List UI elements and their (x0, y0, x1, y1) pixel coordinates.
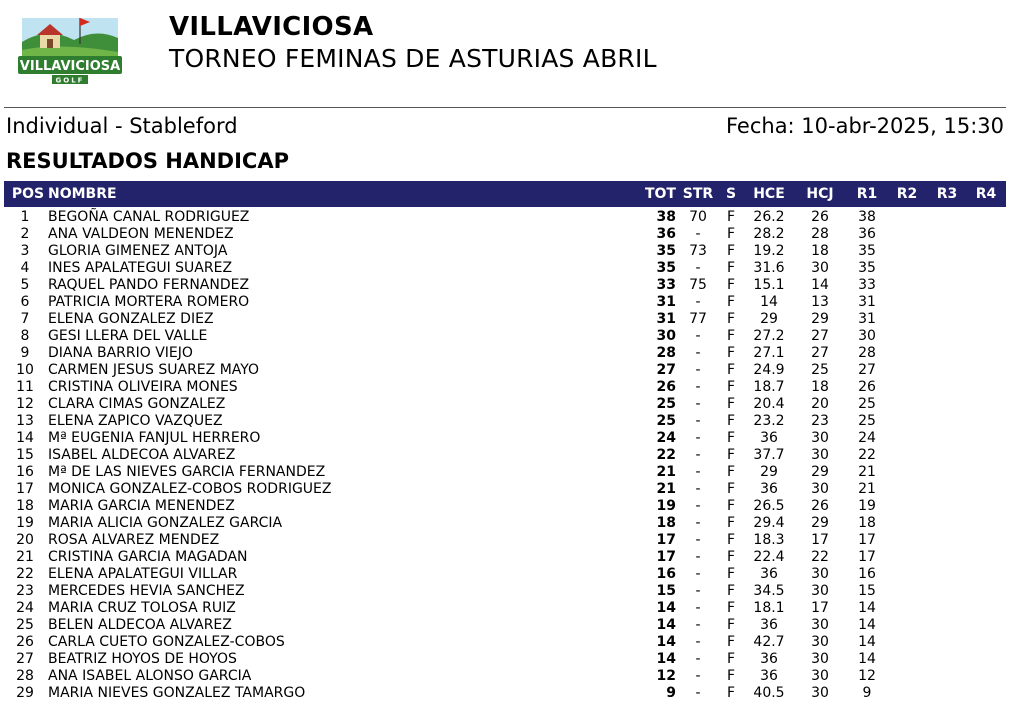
cell-r1: 22 (858, 447, 876, 463)
cell-hce: 29.4 (753, 515, 785, 531)
cell-pos: 16 (16, 464, 34, 480)
table-row (4, 379, 1006, 396)
table-header (4, 181, 1006, 207)
cell-pos: 13 (16, 413, 34, 429)
cell-name: GLORIA GIMENEZ ANTOJA (48, 243, 228, 259)
header-r4: R4 (975, 186, 997, 202)
cell-hce: 26.5 (753, 498, 785, 514)
cell-r1: 35 (858, 243, 876, 259)
cell-hcj: 20 (811, 396, 829, 412)
header (0, 0, 1024, 108)
cell-tot: 26 (656, 379, 676, 395)
logo-subtext: GOLF (55, 76, 85, 85)
cell-hcj: 18 (811, 379, 829, 395)
cell-name: CARLA CUETO GONZALEZ-COBOS (48, 634, 285, 650)
cell-pos: 10 (16, 362, 34, 378)
cell-tot: 30 (656, 328, 676, 344)
cell-hcj: 30 (811, 668, 829, 684)
table-row (4, 243, 1006, 260)
cell-pos: 28 (16, 668, 34, 684)
cell-r1: 17 (858, 549, 876, 565)
competition-format: Individual - Stableford (6, 114, 238, 138)
cell-pos: 3 (20, 243, 30, 259)
cell-pos: 7 (20, 311, 30, 327)
cell-tot: 16 (656, 566, 676, 582)
cell-pos: 25 (16, 617, 34, 633)
cell-s: F (726, 226, 736, 242)
cell-hce: 36 (760, 668, 778, 684)
cell-name: CRISTINA OLIVEIRA MONES (48, 379, 238, 395)
cell-s: F (726, 583, 736, 599)
cell-s: F (726, 532, 736, 548)
table-row (4, 226, 1006, 243)
cell-hce: 36 (760, 651, 778, 667)
cell-r1: 31 (858, 311, 876, 327)
cell-name: MONICA GONZALEZ-COBOS RODRIGUEZ (48, 481, 332, 497)
cell-tot: 22 (656, 447, 676, 463)
cell-pos: 4 (20, 260, 30, 276)
cell-s: F (726, 209, 736, 225)
cell-pos: 27 (16, 651, 34, 667)
table-row (4, 566, 1006, 583)
cell-r1: 31 (858, 294, 876, 310)
cell-str: - (695, 532, 701, 548)
cell-r1: 33 (858, 277, 876, 293)
cell-name: CLARA CIMAS GONZALEZ (48, 396, 226, 412)
cell-str: - (695, 634, 701, 650)
cell-s: F (726, 311, 736, 327)
table-row (4, 277, 1006, 294)
cell-pos: 2 (20, 226, 30, 242)
header-hce: HCE (753, 186, 785, 202)
cell-hcj: 26 (811, 209, 829, 225)
cell-pos: 22 (16, 566, 34, 582)
cell-hcj: 30 (811, 617, 829, 633)
table-row (4, 260, 1006, 277)
cell-hcj: 30 (811, 430, 829, 446)
cell-r1: 24 (858, 430, 876, 446)
header-r1: R1 (856, 186, 878, 202)
cell-r1: 15 (858, 583, 876, 599)
cell-hce: 29 (760, 311, 778, 327)
cell-name: PATRICIA MORTERA ROMERO (48, 294, 250, 310)
cell-s: F (726, 294, 736, 310)
cell-s: F (726, 515, 736, 531)
cell-name: RAQUEL PANDO FERNANDEZ (48, 277, 250, 293)
cell-str: 73 (689, 243, 707, 259)
cell-str: - (695, 413, 701, 429)
cell-hce: 29 (760, 464, 778, 480)
table-row (4, 447, 1006, 464)
cell-r1: 17 (858, 532, 876, 548)
results-table-body (4, 209, 1006, 702)
cell-hcj: 23 (811, 413, 829, 429)
cell-tot: 25 (656, 413, 676, 429)
cell-hce: 42.7 (753, 634, 785, 650)
table-row (4, 430, 1006, 447)
cell-name: BEGOÑA CANAL RODRIGUEZ (48, 209, 250, 225)
cell-str: - (695, 464, 701, 480)
cell-s: F (726, 566, 736, 582)
cell-hcj: 25 (811, 362, 829, 378)
cell-s: F (726, 549, 736, 565)
cell-str: - (695, 583, 701, 599)
cell-hcj: 30 (811, 566, 829, 582)
table-row (4, 515, 1006, 532)
cell-s: F (726, 634, 736, 650)
cell-name: MARIA NIEVES GONZALEZ TAMARGO (48, 685, 306, 701)
cell-pos: 20 (16, 532, 34, 548)
cell-hce: 20.4 (753, 396, 785, 412)
cell-s: F (726, 345, 736, 361)
cell-str: - (695, 617, 701, 633)
cell-hce: 19.2 (753, 243, 785, 259)
table-row (4, 413, 1006, 430)
table-row (4, 617, 1006, 634)
cell-name: MARIA GARCIA MENENDEZ (48, 498, 235, 514)
cell-hce: 28.2 (753, 226, 785, 242)
cell-r1: 35 (858, 260, 876, 276)
cell-str: - (695, 430, 701, 446)
cell-hcj: 14 (811, 277, 829, 293)
cell-r1: 26 (858, 379, 876, 395)
cell-r1: 16 (858, 566, 876, 582)
cell-name: MERCEDES HEVIA SANCHEZ (48, 583, 245, 599)
cell-s: F (726, 498, 736, 514)
cell-str: - (695, 447, 701, 463)
cell-tot: 24 (656, 430, 676, 446)
cell-tot: 14 (656, 634, 676, 650)
club-name: VILLAVICIOSA (169, 12, 374, 42)
cell-pos: 19 (16, 515, 34, 531)
table-row (4, 209, 1006, 226)
cell-pos: 18 (16, 498, 34, 514)
header-r2: R2 (896, 186, 918, 202)
table-row (4, 481, 1006, 498)
cell-str: - (695, 294, 701, 310)
cell-name: Mª EUGENIA FANJUL HERRERO (48, 430, 261, 446)
cell-name: ANA VALDEON MENENDEZ (48, 226, 234, 242)
cell-name: MARIA ALICIA GONZALEZ GARCIA (48, 515, 283, 531)
cell-pos: 29 (16, 685, 34, 701)
cell-r1: 14 (858, 651, 876, 667)
cell-tot: 14 (656, 617, 676, 633)
table-row (4, 311, 1006, 328)
cell-hcj: 30 (811, 481, 829, 497)
cell-name: ANA ISABEL ALONSO GARCIA (48, 668, 252, 684)
header-divider (4, 107, 1006, 108)
cell-hce: 14 (760, 294, 778, 310)
cell-str: 77 (689, 311, 707, 327)
cell-str: - (695, 549, 701, 565)
cell-r1: 14 (858, 634, 876, 650)
header-pos: POS (11, 186, 45, 202)
cell-str: - (695, 328, 701, 344)
cell-hce: 23.2 (753, 413, 785, 429)
cell-str: - (695, 396, 701, 412)
cell-name: ELENA ZAPICO VAZQUEZ (48, 413, 223, 429)
cell-tot: 17 (656, 532, 676, 548)
table-row (4, 464, 1006, 481)
cell-pos: 1 (20, 209, 30, 225)
cell-r1: 14 (858, 600, 876, 616)
table-row (4, 498, 1006, 515)
cell-str: - (695, 566, 701, 582)
cell-str: - (695, 345, 701, 361)
cell-name: ELENA GONZALEZ DIEZ (48, 311, 214, 327)
cell-str: - (695, 379, 701, 395)
cell-tot: 36 (656, 226, 676, 242)
cell-name: GESI LLERA DEL VALLE (48, 328, 208, 344)
cell-s: F (726, 600, 736, 616)
results-title: RESULTADOS HANDICAP (6, 149, 289, 173)
cell-str: - (695, 362, 701, 378)
cell-s: F (726, 277, 736, 293)
logo-text: VILLAVICIOSA (19, 59, 121, 74)
cell-str: - (695, 498, 701, 514)
cell-pos: 14 (16, 430, 34, 446)
cell-hcj: 26 (811, 498, 829, 514)
cell-s: F (726, 362, 736, 378)
cell-hcj: 30 (811, 685, 829, 701)
cell-hce: 36 (760, 566, 778, 582)
cell-hce: 36 (760, 481, 778, 497)
cell-s: F (726, 685, 736, 701)
cell-tot: 18 (656, 515, 676, 531)
cell-name: ROSA ALVAREZ MENDEZ (48, 532, 220, 548)
cell-r1: 21 (858, 481, 876, 497)
cell-pos: 24 (16, 600, 34, 616)
cell-hcj: 29 (811, 464, 829, 480)
cell-hcj: 28 (811, 226, 829, 242)
cell-hcj: 27 (811, 345, 829, 361)
cell-r1: 18 (858, 515, 876, 531)
cell-str: - (695, 260, 701, 276)
table-row (4, 345, 1006, 362)
cell-hce: 22.4 (753, 549, 785, 565)
cell-name: DIANA BARRIO VIEJO (48, 345, 193, 361)
cell-hcj: 27 (811, 328, 829, 344)
table-row (4, 651, 1006, 668)
cell-str: - (695, 651, 701, 667)
cell-hcj: 22 (811, 549, 829, 565)
cell-tot: 38 (656, 209, 676, 225)
cell-hce: 37.7 (753, 447, 785, 463)
cell-pos: 8 (20, 328, 30, 344)
report-date: Fecha: 10-abr-2025, 15:30 (725, 114, 1004, 138)
table-row (4, 583, 1006, 600)
cell-pos: 17 (16, 481, 34, 497)
cell-hce: 36 (760, 430, 778, 446)
cell-str: - (695, 600, 701, 616)
cell-tot: 21 (656, 464, 676, 480)
cell-hce: 27.2 (753, 328, 785, 344)
table-row (4, 634, 1006, 651)
cell-hce: 18.1 (753, 600, 785, 616)
header-hcj: HCJ (806, 186, 834, 202)
cell-tot: 14 (656, 600, 676, 616)
cell-r1: 25 (858, 413, 876, 429)
cell-name: BEATRIZ HOYOS DE HOYOS (48, 651, 237, 667)
cell-name: BELEN ALDECOA ALVAREZ (48, 617, 232, 633)
cell-pos: 26 (16, 634, 34, 650)
cell-r1: 12 (858, 668, 876, 684)
table-row (4, 549, 1006, 566)
cell-r1: 27 (858, 362, 876, 378)
cell-s: F (726, 328, 736, 344)
cell-s: F (726, 668, 736, 684)
header-r3: R3 (936, 186, 958, 202)
cell-tot: 31 (656, 294, 676, 310)
cell-str: - (695, 226, 701, 242)
cell-name: Mª DE LAS NIEVES GARCIA FERNANDEZ (48, 464, 326, 480)
cell-hce: 15.1 (753, 277, 785, 293)
table-row (4, 600, 1006, 617)
cell-s: F (726, 430, 736, 446)
table-row (4, 396, 1006, 413)
cell-r1: 9 (862, 685, 872, 701)
cell-str: - (695, 481, 701, 497)
cell-r1: 19 (858, 498, 876, 514)
cell-hce: 26.2 (753, 209, 785, 225)
cell-tot: 21 (656, 481, 676, 497)
cell-hcj: 18 (811, 243, 829, 259)
cell-hcj: 13 (811, 294, 829, 310)
cell-pos: 15 (16, 447, 34, 463)
cell-hcj: 17 (811, 600, 829, 616)
cell-tot: 35 (656, 260, 676, 276)
cell-str: 70 (689, 209, 707, 225)
cell-str: 75 (689, 277, 707, 293)
cell-hce: 34.5 (753, 583, 785, 599)
cell-s: F (726, 379, 736, 395)
cell-hce: 18.3 (753, 532, 785, 548)
tournament-title: TORNEO FEMINAS DE ASTURIAS ABRIL (169, 44, 657, 73)
cell-s: F (726, 447, 736, 463)
cell-hce: 27.1 (753, 345, 785, 361)
cell-name: CRISTINA GARCIA MAGADAN (48, 549, 248, 565)
table-row (4, 685, 1006, 702)
cell-tot: 25 (656, 396, 676, 412)
cell-pos: 12 (16, 396, 34, 412)
cell-hce: 24.9 (753, 362, 785, 378)
header-tot: TOT (644, 186, 676, 202)
cell-pos: 21 (16, 549, 34, 565)
cell-hcj: 29 (811, 311, 829, 327)
cell-r1: 28 (858, 345, 876, 361)
cell-s: F (726, 617, 736, 633)
cell-r1: 25 (858, 396, 876, 412)
cell-tot: 19 (656, 498, 676, 514)
cell-name: ISABEL ALDECOA ALVAREZ (48, 447, 236, 463)
cell-pos: 5 (20, 277, 30, 293)
cell-hcj: 30 (811, 447, 829, 463)
table-row (4, 532, 1006, 549)
cell-s: F (726, 651, 736, 667)
cell-str: - (695, 668, 701, 684)
cell-r1: 14 (858, 617, 876, 633)
cell-tot: 31 (656, 311, 676, 327)
cell-r1: 21 (858, 464, 876, 480)
cell-tot: 28 (656, 345, 676, 361)
cell-r1: 36 (858, 226, 876, 242)
cell-pos: 9 (20, 345, 30, 361)
table-row (4, 668, 1006, 685)
cell-str: - (695, 685, 701, 701)
header-str: STR (682, 186, 714, 202)
cell-tot: 14 (656, 651, 676, 667)
cell-hcj: 17 (811, 532, 829, 548)
cell-tot: 33 (656, 277, 676, 293)
cell-name: MARIA CRUZ TOLOSA RUIZ (48, 600, 236, 616)
cell-s: F (726, 260, 736, 276)
header-s: S (725, 186, 737, 202)
cell-name: ELENA APALATEGUI VILLAR (48, 566, 238, 582)
cell-hce: 18.7 (753, 379, 785, 395)
cell-hcj: 30 (811, 583, 829, 599)
cell-str: - (695, 515, 701, 531)
cell-pos: 6 (20, 294, 30, 310)
cell-tot: 12 (656, 668, 676, 684)
cell-hce: 40.5 (753, 685, 785, 701)
table-row (4, 362, 1006, 379)
cell-hcj: 30 (811, 634, 829, 650)
header-nombre: NOMBRE (48, 186, 117, 202)
cell-r1: 38 (858, 209, 876, 225)
cell-hcj: 30 (811, 651, 829, 667)
cell-tot: 15 (656, 583, 676, 599)
cell-s: F (726, 243, 736, 259)
cell-r1: 30 (858, 328, 876, 344)
cell-tot: 17 (656, 549, 676, 565)
table-row (4, 294, 1006, 311)
cell-hcj: 30 (811, 260, 829, 276)
cell-hce: 31.6 (753, 260, 785, 276)
cell-tot: 35 (656, 243, 676, 259)
cell-s: F (726, 481, 736, 497)
cell-tot: 9 (666, 685, 676, 701)
cell-name: CARMEN JESUS SUAREZ MAYO (48, 362, 260, 378)
cell-tot: 27 (656, 362, 676, 378)
cell-s: F (726, 396, 736, 412)
table-row (4, 328, 1006, 345)
cell-s: F (726, 464, 736, 480)
cell-pos: 23 (16, 583, 34, 599)
cell-pos: 11 (16, 379, 34, 395)
villaviciosa-golf-logo (18, 12, 122, 86)
cell-hcj: 29 (811, 515, 829, 531)
cell-hce: 36 (760, 617, 778, 633)
cell-name: INES APALATEGUI SUAREZ (48, 260, 233, 276)
cell-s: F (726, 413, 736, 429)
